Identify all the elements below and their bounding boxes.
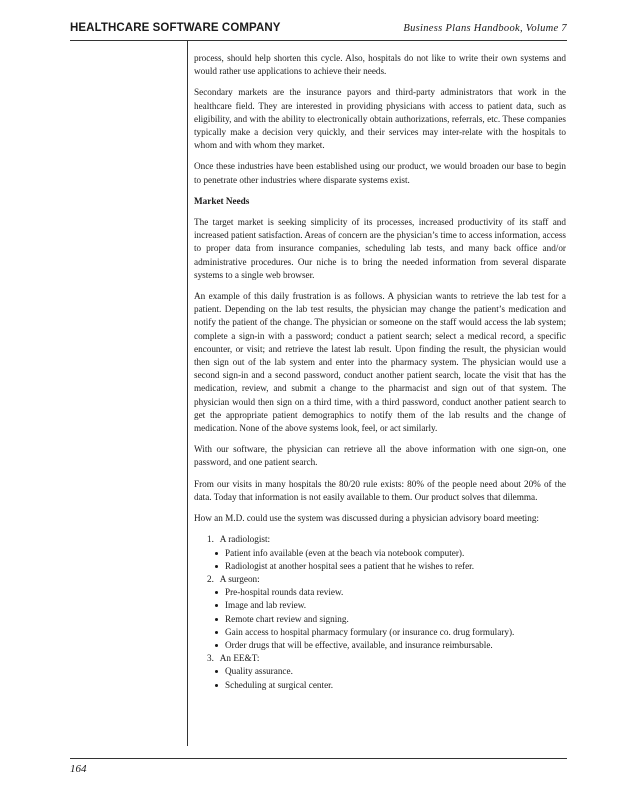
header-divider — [70, 40, 567, 41]
bullet-item: Pre-hospital rounds data review. — [215, 586, 566, 599]
paragraph: With our software, the physician can retrieve all the above information with one sign-on, one password, and one patient search. — [194, 444, 566, 468]
list-item-radiologist — [194, 533, 566, 546]
bullet-item: Order drugs that will be effective, available, and insurance reimbursable. — [215, 639, 566, 652]
list-label: An EE&T: — [219, 653, 260, 664]
footer-divider — [70, 758, 567, 759]
list-number: 2. — [207, 573, 214, 584]
margin-divider — [187, 41, 188, 746]
bullet-item: Gain access to hospital pharmacy formulary (or insurance co. drug formulary). — [215, 626, 566, 639]
page-number: 164 — [70, 763, 87, 775]
list-label: A surgeon: — [219, 573, 260, 584]
bullet-item: Radiologist at another hospital sees a patient that he wishes to refer. — [215, 560, 566, 573]
bullet-list — [194, 665, 566, 691]
bullet-item: Scheduling at surgical center. — [215, 679, 566, 692]
bullet-item: Quality assurance. — [215, 665, 566, 678]
paragraph: Secondary markets are the insurance payors and third-party administrators that work in the healthcare field. They are interested in providing physicians with access to patient data, such as eligibility, and with the ability to electronically obtain authorizations, referrals, etc. These companies typically make a decision very quickly, and their services may inter-relate with the hospitals to whom and with whom they market. — [194, 87, 566, 151]
running-head-company: HEALTHCARE SOFTWARE COMPANY — [70, 22, 281, 34]
paragraph: An example of this daily frustration is as follows. A physician wants to retrieve the lab test for a patient. Depending on the lab test results, the physician may change the patient’s medication and notify the patient of the change. The physician or someone on the staff would access the lab system; complete a sign-in with a password; conduct a patient search; select a medical record, a specific encounter, or visit; and retrieve the latest lab result. Upon finding the result, the physician would then sign out of the lab system and enter into the pharmacy system. The physician would use a second sign-in and a second password, conduct another patient search, locate the visit that has the medication, review, and submit a change to the pharmacist and sign out of that system. The physician would then sign on a third time, with a third password, conduct another patient search to get the appropriate patient demographics to notify them of the lab results and the change of medication. None of the above systems look, feel, or act similarly. — [194, 291, 566, 434]
list-number: 3. — [207, 653, 214, 664]
paragraph: process, should help shorten this cycle. Also, hospitals do not like to write their own systems and would rather use applications to achieve their needs. — [194, 53, 566, 77]
main-content — [194, 52, 566, 692]
section-heading: Market Needs — [194, 195, 250, 206]
list-item-surgeon — [194, 573, 566, 586]
paragraph: The target market is seeking simplicity of its processes, increased productivity of its staff and increased patient satisfaction. Areas of concern are the physician’s time to access information, access to proper data from insurance companies, scheduling lab tests, and many back office and/or administrative procedures. Our niche is to bring the needed information from several disparate systems to a single web browser. — [194, 217, 566, 280]
list-number: 1. — [207, 534, 214, 545]
running-head-book-title: Business Plans Handbook, Volume 7 — [403, 23, 567, 34]
paragraph: How an M.D. could use the system was discussed during a physician advisory board meeting: — [194, 513, 539, 524]
bullet-item: Patient info available (even at the beach via notebook computer). — [215, 547, 566, 560]
list-item-eet — [194, 652, 566, 665]
bullet-item: Image and lab review. — [215, 599, 566, 612]
use-case-list — [194, 533, 566, 691]
bullet-item: Remote chart review and signing. — [215, 613, 566, 626]
list-label: A radiologist: — [219, 534, 271, 545]
bullet-list — [194, 547, 566, 573]
bullet-list — [194, 586, 566, 652]
page-header — [70, 22, 567, 42]
paragraph: From our visits in many hospitals the 80/20 rule exists: 80% of the people need about 20% of the data. Today that information is not easily available to them. Our product solves that dilemma. — [194, 478, 566, 502]
paragraph: Once these industries have been established using our product, we would broaden our base to begin to penetrate other industries where disparate systems exist. — [194, 161, 566, 185]
